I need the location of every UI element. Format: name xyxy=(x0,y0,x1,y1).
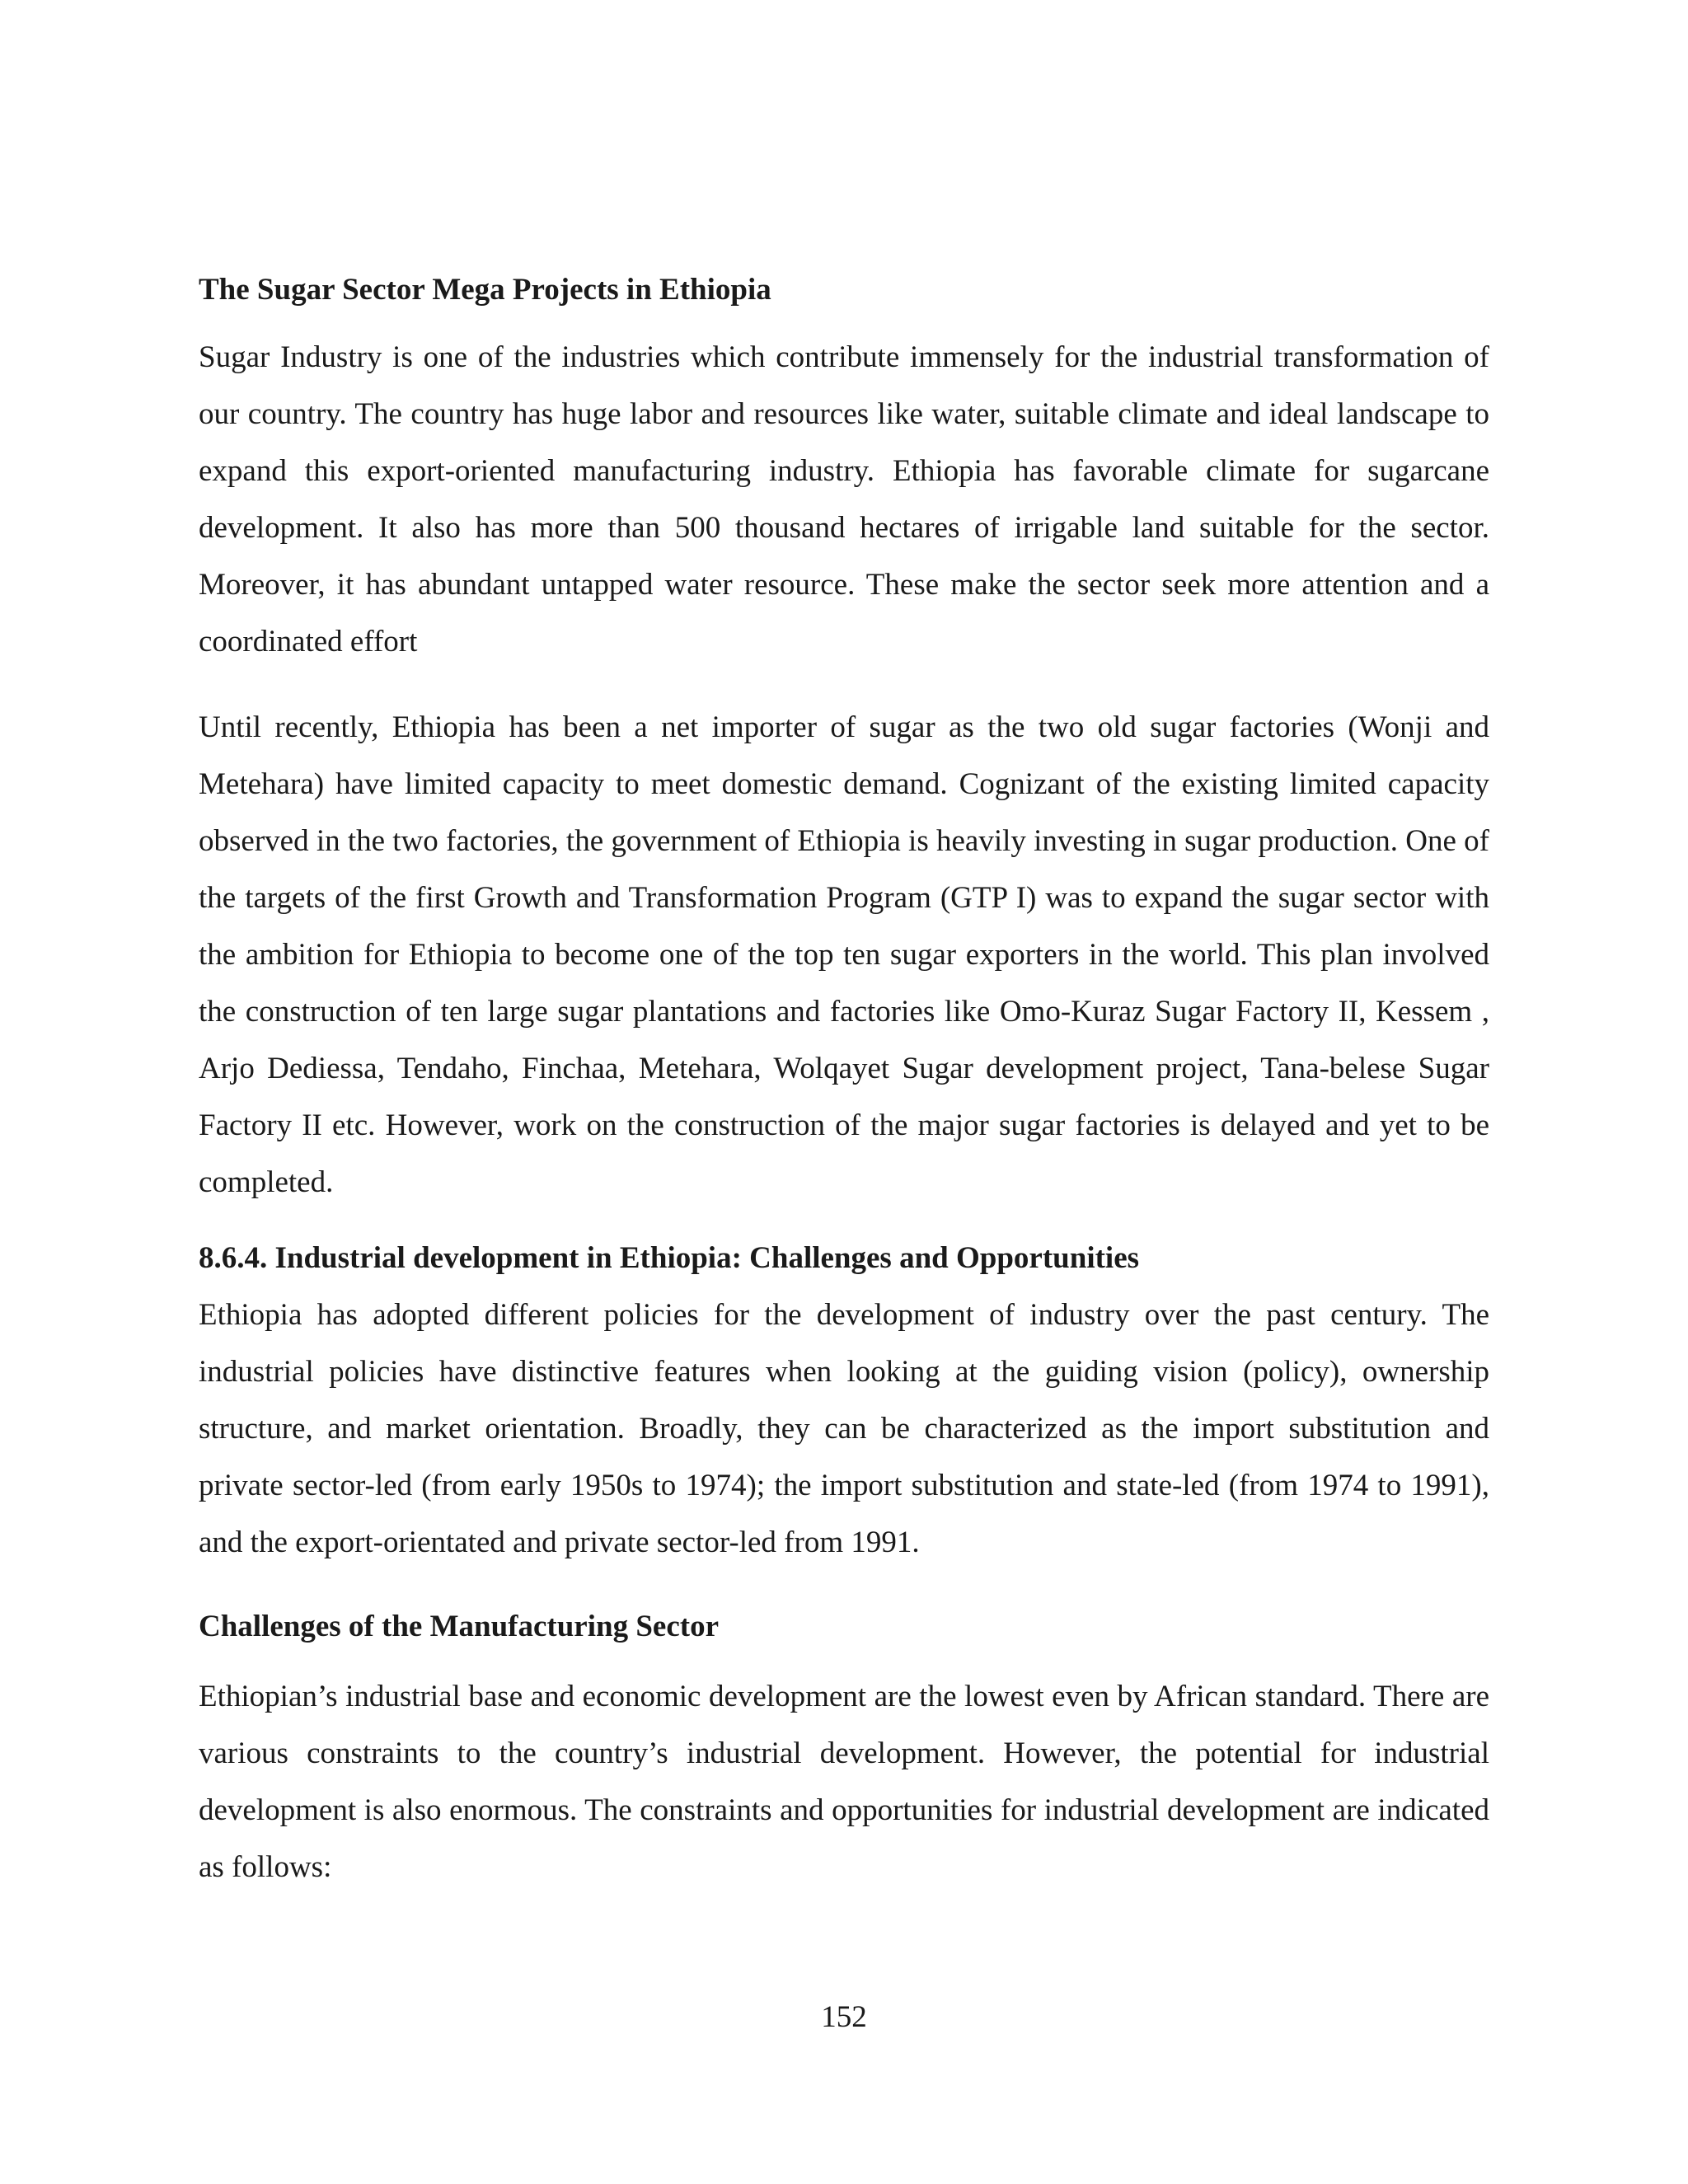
paragraph-industrial-policies: Ethiopia has adopted different policies for the development of industry over the past century. The industrial policies have distinctive features when looking at the guiding vision (policy), ownership structure, and market orientation. Broadly, they can be characterized as the import substitution and private sector-led (from early 1950s to 1974); the import substitution and state-led (from 1974 to 1991), and the export-orientated and private sector-led from 1991. xyxy=(199,1298,1489,1559)
paragraph-sugar-history: Until recently, Ethiopia has been a net importer of sugar as the two old sugar factories (Wonji and Metehara) have limited capacity to meet domestic demand. Cognizant of the existing limited capacity observed in the two factories, the government of Ethiopia is heavily investing in sugar production. One of the targets of the first Growth and Transformation Program (GTP I) was to expand the sugar sector with the ambition for Ethiopia to become one of the top ten sugar exporters in the world. This plan involved the construction of ten large sugar plantations and factories like Omo-Kuraz Sugar Factory II, Kessem , Arjo Dediessa, Tendaho, Finchaa, Metehara, Wolqayet Sugar development project, Tana-belese Sugar Factory II etc. However, work on the construction of the major sugar factories is delayed and yet to be completed. xyxy=(199,710,1489,1199)
page-number: 152 xyxy=(821,2000,867,2034)
section-heading-sugar-sector: The Sugar Sector Mega Projects in Ethiopia xyxy=(199,273,771,307)
paragraph-sugar-industry: Sugar Industry is one of the industries which contribute immensely for the industrial transformation of our country. The country has huge labor and resources like water, suitable climate and ideal landscape to expand this export-oriented manufacturing industry. Ethiopia has favorable climate for sugarcane development. It also has more than 500 thousand hectares of irrigable land suitable for the sector. Moreover, it has abundant untapped water resource. These make the sector seek more attention and a coordinated effort xyxy=(199,340,1489,658)
section-heading-industrial-development: 8.6.4. Industrial development in Ethiopia: Challenges and Opportunities xyxy=(199,1241,1140,1275)
page-content xyxy=(199,262,1489,1896)
paragraph-manufacturing-challenges: Ethiopian’s industrial base and economic development are the lowest even by African standard. There are various constraints to the country’s industrial development. However, the potential for industrial development is also enormous. The constraints and opportunities for industrial development are indicated as follows: xyxy=(199,1680,1489,1884)
section-heading-manufacturing-challenges: Challenges of the Manufacturing Sector xyxy=(199,1610,719,1643)
